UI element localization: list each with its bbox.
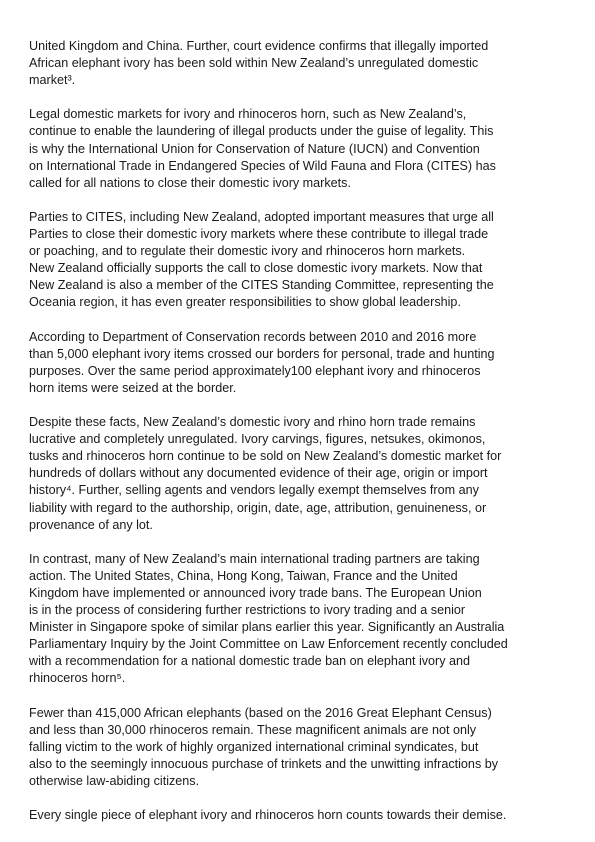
text-line: Parties to CITES, including New Zealand, adopted important measures that urge all <box>29 209 494 224</box>
text-line: history⁴. Further, selling agents and vendors legally exempt themselves from any <box>29 483 479 498</box>
paragraph-7 <box>29 705 574 790</box>
text-line: African elephant ivory has been sold within New Zealand’s unregulated domestic <box>29 56 479 71</box>
text-line: horn items were seized at the border. <box>29 380 237 395</box>
text-line: called for all nations to close their domestic ivory markets. <box>29 175 351 190</box>
text-line: In contrast, many of New Zealand’s main international trading partners are taking <box>29 551 480 566</box>
text-line: also to the seemingly innocuous purchase of trinkets and the unwitting infractions by <box>29 756 499 771</box>
text-line: Parties to close their domestic ivory markets where these contribute to illegal trade <box>29 227 489 242</box>
text-line: United Kingdom and China. Further, court evidence confirms that illegally imported <box>29 39 489 53</box>
text-line: According to Department of Conservation records between 2010 and 2016 more <box>29 329 477 344</box>
text-line: Minister in Singapore spoke of similar plans earlier this year. Significantly an Australia <box>29 620 505 635</box>
text-line: provenance of any lot. <box>29 517 153 532</box>
paragraph-3 <box>29 209 574 312</box>
text-line: on International Trade in Endangered Species of Wild Fauna and Flora (CITES) has <box>29 158 496 173</box>
paragraph-1 <box>29 38 574 89</box>
paragraph-2 <box>29 106 574 191</box>
text-line: market³. <box>29 73 76 88</box>
text-line: is why the International Union for Conservation of Nature (IUCN) and Convention <box>29 141 480 156</box>
paragraph-8 <box>29 807 574 824</box>
text-line: Legal domestic markets for ivory and rhinoceros horn, such as New Zealand’s, <box>29 107 467 122</box>
paragraph-5 <box>29 414 574 534</box>
text-line: lucrative and completely unregulated. Ivory carvings, figures, netsukes, okimonos, <box>29 432 486 447</box>
text-line: with a recommendation for a national domestic trade ban on elephant ivory and <box>29 654 471 669</box>
text-line: otherwise law-abiding citizens. <box>29 774 200 789</box>
text-line: than 5,000 elephant ivory items crossed our borders for personal, trade and hunting <box>29 346 495 361</box>
text-line: Oceania region, it has even greater responsibilities to show global leadership. <box>29 295 461 310</box>
text-line: Parliamentary Inquiry by the Joint Committee on Law Enforcement recently concluded <box>29 637 508 652</box>
text-line: liability with regard to the authorship, origin, date, age, attribution, genuineness, or <box>29 500 487 515</box>
text-line: tusks and rhinoceros horn continue to be sold on New Zealand’s domestic market for <box>29 449 502 464</box>
text-line: or poaching, and to regulate their domestic ivory and rhinoceros horn markets. <box>29 244 466 259</box>
text-line: is in the process of considering further restrictions to ivory trading and a senior <box>29 603 466 618</box>
paragraph-4 <box>29 329 574 397</box>
text-line: Fewer than 415,000 African elephants (based on the 2016 Great Elephant Census) <box>29 705 492 720</box>
paragraph-6 <box>29 551 574 688</box>
text-line: continue to enable the laundering of illegal products under the guise of legality. This <box>29 124 494 139</box>
text-line: falling victim to the work of highly organized international criminal syndicates, but <box>29 739 479 754</box>
text-line: New Zealand officially supports the call to close domestic ivory markets. Now that <box>29 261 483 276</box>
body-text <box>29 38 574 841</box>
text-line: action. The United States, China, Hong Kong, Taiwan, France and the United <box>29 568 458 583</box>
text-line: rhinoceros horn⁵. <box>29 671 126 686</box>
text-line: and less than 30,000 rhinoceros remain. These magnificent animals are not only <box>29 722 477 737</box>
text-line: New Zealand is also a member of the CITES Standing Committee, representing the <box>29 278 494 293</box>
text-line: purposes. Over the same period approximately100 elephant ivory and rhinoceros <box>29 363 481 378</box>
text-line: Every single piece of elephant ivory and rhinoceros horn counts towards their demise. <box>29 808 507 823</box>
text-line: Despite these facts, New Zealand’s domestic ivory and rhino horn trade remains <box>29 415 476 430</box>
text-line: Kingdom have implemented or announced ivory trade bans. The European Union <box>29 586 482 600</box>
text-line: hundreds of dollars without any documented evidence of their age, origin or import <box>29 466 488 481</box>
